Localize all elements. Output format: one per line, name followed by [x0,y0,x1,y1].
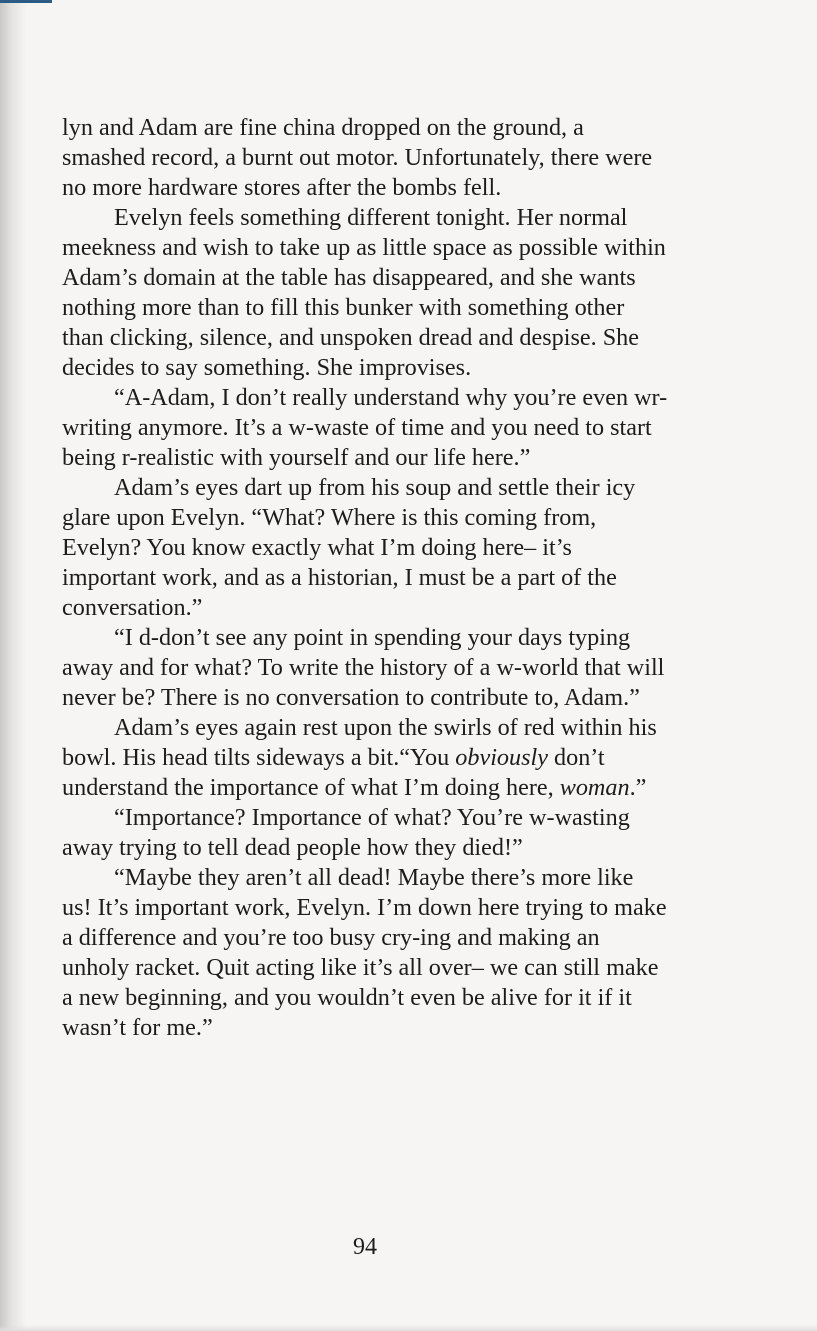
paragraph [62,713,668,803]
italic-emphasis: obviously [455,744,548,771]
scan-edge-mark [0,0,52,3]
paragraph-text: Evelyn feels something different tonight. Her normal meekness and wish to take up as little space as possible within Adam’s domain at the table has disappeared, and she wants nothing more than to fill this bunker with something other than clicking, silence, and unspoken dread and despise. She decides to say something. She improvises. [62,204,666,381]
paragraph-text: “I d-don’t see any point in spending your days typing away and for what? To write the history of a w-world that will never be? There is no conversation to contribute to, Adam.” [62,624,665,711]
body-text [62,113,668,1043]
page-number: 94 [353,1234,377,1260]
paragraph-text: “Maybe they aren’t all dead! Maybe there’s more like us! It’s important work, Evelyn. I’m down here trying to make a difference and you’re too busy cry-ing and making an unholy racket. Quit acting like it’s all over– we can still make a new beginning, and you wouldn’t even be alive for it if it wasn’t for me.” [62,864,667,1041]
paragraph [62,623,668,713]
paragraph-text: don’t understand the importance of what I’m doing here, [62,744,605,801]
paragraph [62,473,668,623]
paragraph-text: Adam’s eyes again rest upon the swirls of red within his bowl. His head tilts sideways a bit.“You [62,714,657,771]
page-bottom-edge [0,1325,817,1331]
paragraph-text: .” [629,774,647,801]
paragraph [62,203,668,383]
paragraph-text: “Importance? Importance of what? You’re w-wasting away trying to tell dead people how they died!” [62,804,630,861]
paragraph-text: Adam’s eyes dart up from his soup and settle their icy glare upon Evelyn. “What? Where is this coming from, Evelyn? You know exactly what I’m doing here– it’s important work, and as a historian, I must be a part of the conversation.” [62,474,636,621]
paragraph-text: “A-Adam, I don’t really understand why you’re even wr-writing anymore. It’s a w-waste of time and you need to start being r-realistic with yourself and our life here.” [62,384,668,471]
paragraph [62,113,668,203]
paragraph [62,863,668,1043]
paragraph-text: lyn and Adam are fine china dropped on the ground, a smashed record, a burnt out motor. Unfortunately, there were no more hardware stores after the bombs fell. [62,114,653,201]
italic-emphasis: woman [559,774,630,801]
paragraph [62,383,668,473]
paragraph [62,803,668,863]
spine-shadow [0,0,26,1331]
